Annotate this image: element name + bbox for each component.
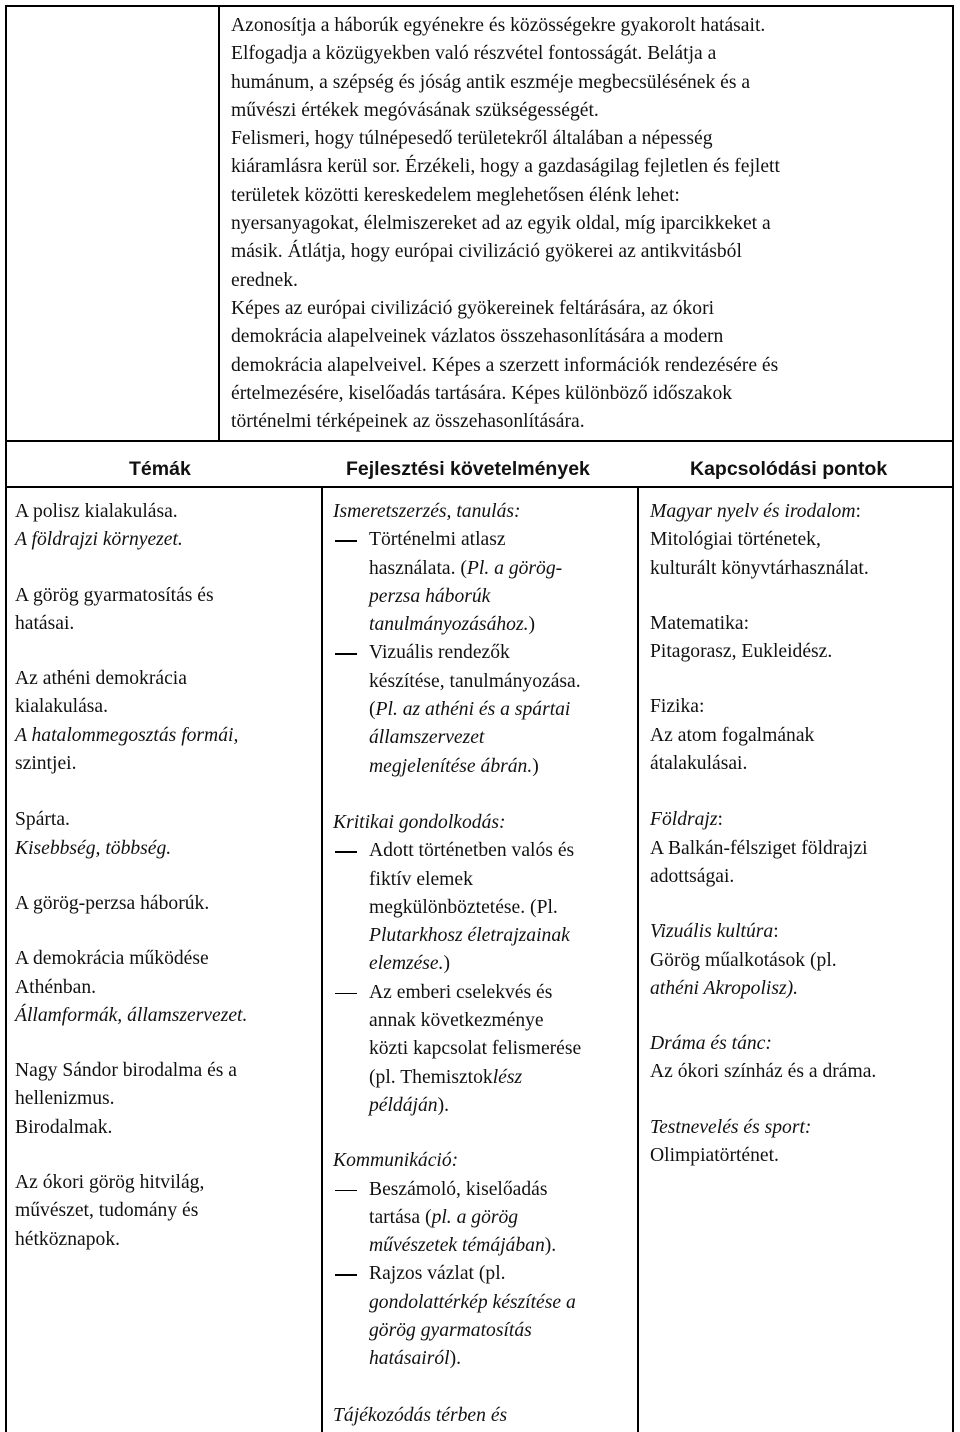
intro-line: másik. Átlátja, hogy európai civilizáció gyökerei az antikvitásból <box>231 241 742 263</box>
header-row-bottom-rule <box>5 486 953 488</box>
subject-line: Görög műalkotások (pl. <box>650 949 837 971</box>
topic-line: hétköznapok. <box>15 1228 121 1250</box>
intro-line: humánum, a szépség és jóság antik eszméje megbecsülésének és a <box>231 71 751 93</box>
intro-line: területek közötti kereskedelem meglehetősen élénk lehet: <box>231 184 680 206</box>
intro-line: erednek. <box>231 269 298 291</box>
topic-line: A földrajzi környezet. <box>15 529 183 551</box>
subject-line: athéni Akropolisz). <box>650 977 799 999</box>
topic-line: A demokrácia működése <box>15 948 209 970</box>
topic-line: A hatalommegosztás formái, <box>15 724 239 746</box>
requirements-column <box>333 498 633 1430</box>
topics-column <box>15 498 315 1254</box>
intro-line: Képes az európai civilizáció gyökereinek feltárására, az ókori <box>231 297 715 319</box>
section-title: Ismeretszerzés, tanulás: <box>333 501 521 522</box>
section-title: Kritikai gondolkodás: <box>333 811 506 833</box>
intro-paragraph <box>231 12 943 436</box>
subject-line: átalakulásai. <box>650 753 748 775</box>
connections-column <box>650 498 948 1170</box>
intro-line: demokrácia alapelveinek vázlatos összehasonlítására a modern <box>231 326 724 348</box>
topic-line: Birodalmak. <box>15 1116 113 1138</box>
subject-title: Dráma és tánc: <box>650 1033 772 1055</box>
intro-line: értelmezésére, kiselőadás tartására. Képes különböző időszakok <box>231 382 733 404</box>
intro-line: Felismeri, hogy túlnépesedő területekről általában a népesség <box>231 128 713 150</box>
subject-line: A Balkán-félsziget földrajzi <box>650 837 868 859</box>
topic-line: Az athéni demokrácia <box>15 668 187 690</box>
subject-line: adottságai. <box>650 865 735 887</box>
topic-line: hatásai. <box>15 612 75 634</box>
subject-title: Földrajz: <box>650 809 723 831</box>
topic-line: szintjei. <box>15 753 77 775</box>
list-item: Adott történetben valós és fiktív elemek megkülönböztetése. (Pl. Plutarkhosz életrajzainak elemzése.) <box>333 837 633 978</box>
subject-title: Vizuális kultúra: <box>650 921 779 943</box>
table-border-left <box>5 5 7 1432</box>
intro-line: kiáramlásra kerül sor. Érzékeli, hogy a gazdaságilag fejletlen és fejlett <box>231 156 780 178</box>
subject-title: Magyar nyelv és irodalom: <box>650 501 861 522</box>
topic-line: Spárta. <box>15 809 70 831</box>
subject-line: Az atom fogalmának <box>650 724 815 746</box>
intro-line: nyersanyagokat, élelmiszereket ad az egyik oldal, míg iparcikkeket a <box>231 213 771 235</box>
subject-title: Fizika: <box>650 696 705 718</box>
header-row-top-rule <box>5 440 953 442</box>
section-title: Tájékozódás térben és <box>333 1404 508 1426</box>
list-item: Az emberi cselekvés és annak következménye közti kapcsolat felismerése (pl. Themisztoklész példáján). <box>333 979 633 1120</box>
list-item: Beszámoló, kiselőadás tartása (pl. a görög művészetek témájában). <box>333 1176 633 1261</box>
table-border-right <box>952 5 954 1432</box>
header-kapcsolodasi-pontok: Kapcsolódási pontok <box>690 458 888 480</box>
topic-line: A görög gyarmatosítás és <box>15 584 214 606</box>
intro-cell-divider <box>218 5 220 440</box>
table-border-top <box>5 5 953 7</box>
intro-line: művészi értékek megóvásának szükségességét. <box>231 99 599 121</box>
subject-line: Pitagorasz, Eukleidész. <box>650 641 833 663</box>
subject-line: Olimpiatörténet. <box>650 1145 779 1167</box>
header-temak: Témák <box>129 458 191 480</box>
topic-line: művészet, tudomány és <box>15 1200 199 1222</box>
topic-line: Államformák, államszervezet. <box>15 1004 248 1026</box>
subject-line: Mitológiai történetek, <box>650 529 821 551</box>
subject-line: kulturált könyvtárhasználat. <box>650 557 869 579</box>
topic-line: Az ókori görög hitvilág, <box>15 1172 205 1194</box>
section-title: Kommunikáció: <box>333 1150 459 1172</box>
topic-line: Kisebbség, többség. <box>15 837 172 859</box>
subject-line: Az ókori színház és a dráma. <box>650 1061 877 1083</box>
topic-line: kialakulása. <box>15 696 109 718</box>
column-divider-2 <box>637 486 639 1432</box>
column-divider-1 <box>321 486 323 1432</box>
subject-title: Matematika: <box>650 612 750 634</box>
intro-line: történelmi térképeinek az összehasonlítására. <box>231 411 585 433</box>
topic-line: Athénban. <box>15 976 97 998</box>
subject-title: Testnevelés és sport: <box>650 1116 812 1138</box>
header-fejlesztesi-kovetelmenyek: Fejlesztési követelmények <box>346 458 590 480</box>
topic-line: Nagy Sándor birodalma és a <box>15 1060 237 1082</box>
topic-line: A görög-perzsa háborúk. <box>15 892 210 914</box>
topic-line: hellenizmus. <box>15 1088 115 1110</box>
list-item: Rajzos vázlat (pl. gondolattérkép készítése a görög gyarmatosítás hatásairól). <box>333 1260 633 1373</box>
intro-line: Azonosítja a háborúk egyénekre és közösségekre gyakorolt hatásait. <box>231 15 766 36</box>
intro-line: demokrácia alapelveivel. Képes a szerzett információk rendezésére és <box>231 354 779 376</box>
intro-line: Elfogadja a közügyekben való részvétel fontosságát. Belátja a <box>231 43 717 65</box>
list-item: Történelmi atlasz használata. (Pl. a görög- perzsa háborúk tanulmányozásához.) <box>333 526 633 639</box>
topic-line: A polisz kialakulása. <box>15 501 178 522</box>
list-item: Vizuális rendezők készítése, tanulmányozása. (Pl. az athéni és a spártai államszervezet megjelenítése ábrán.) <box>333 639 633 780</box>
